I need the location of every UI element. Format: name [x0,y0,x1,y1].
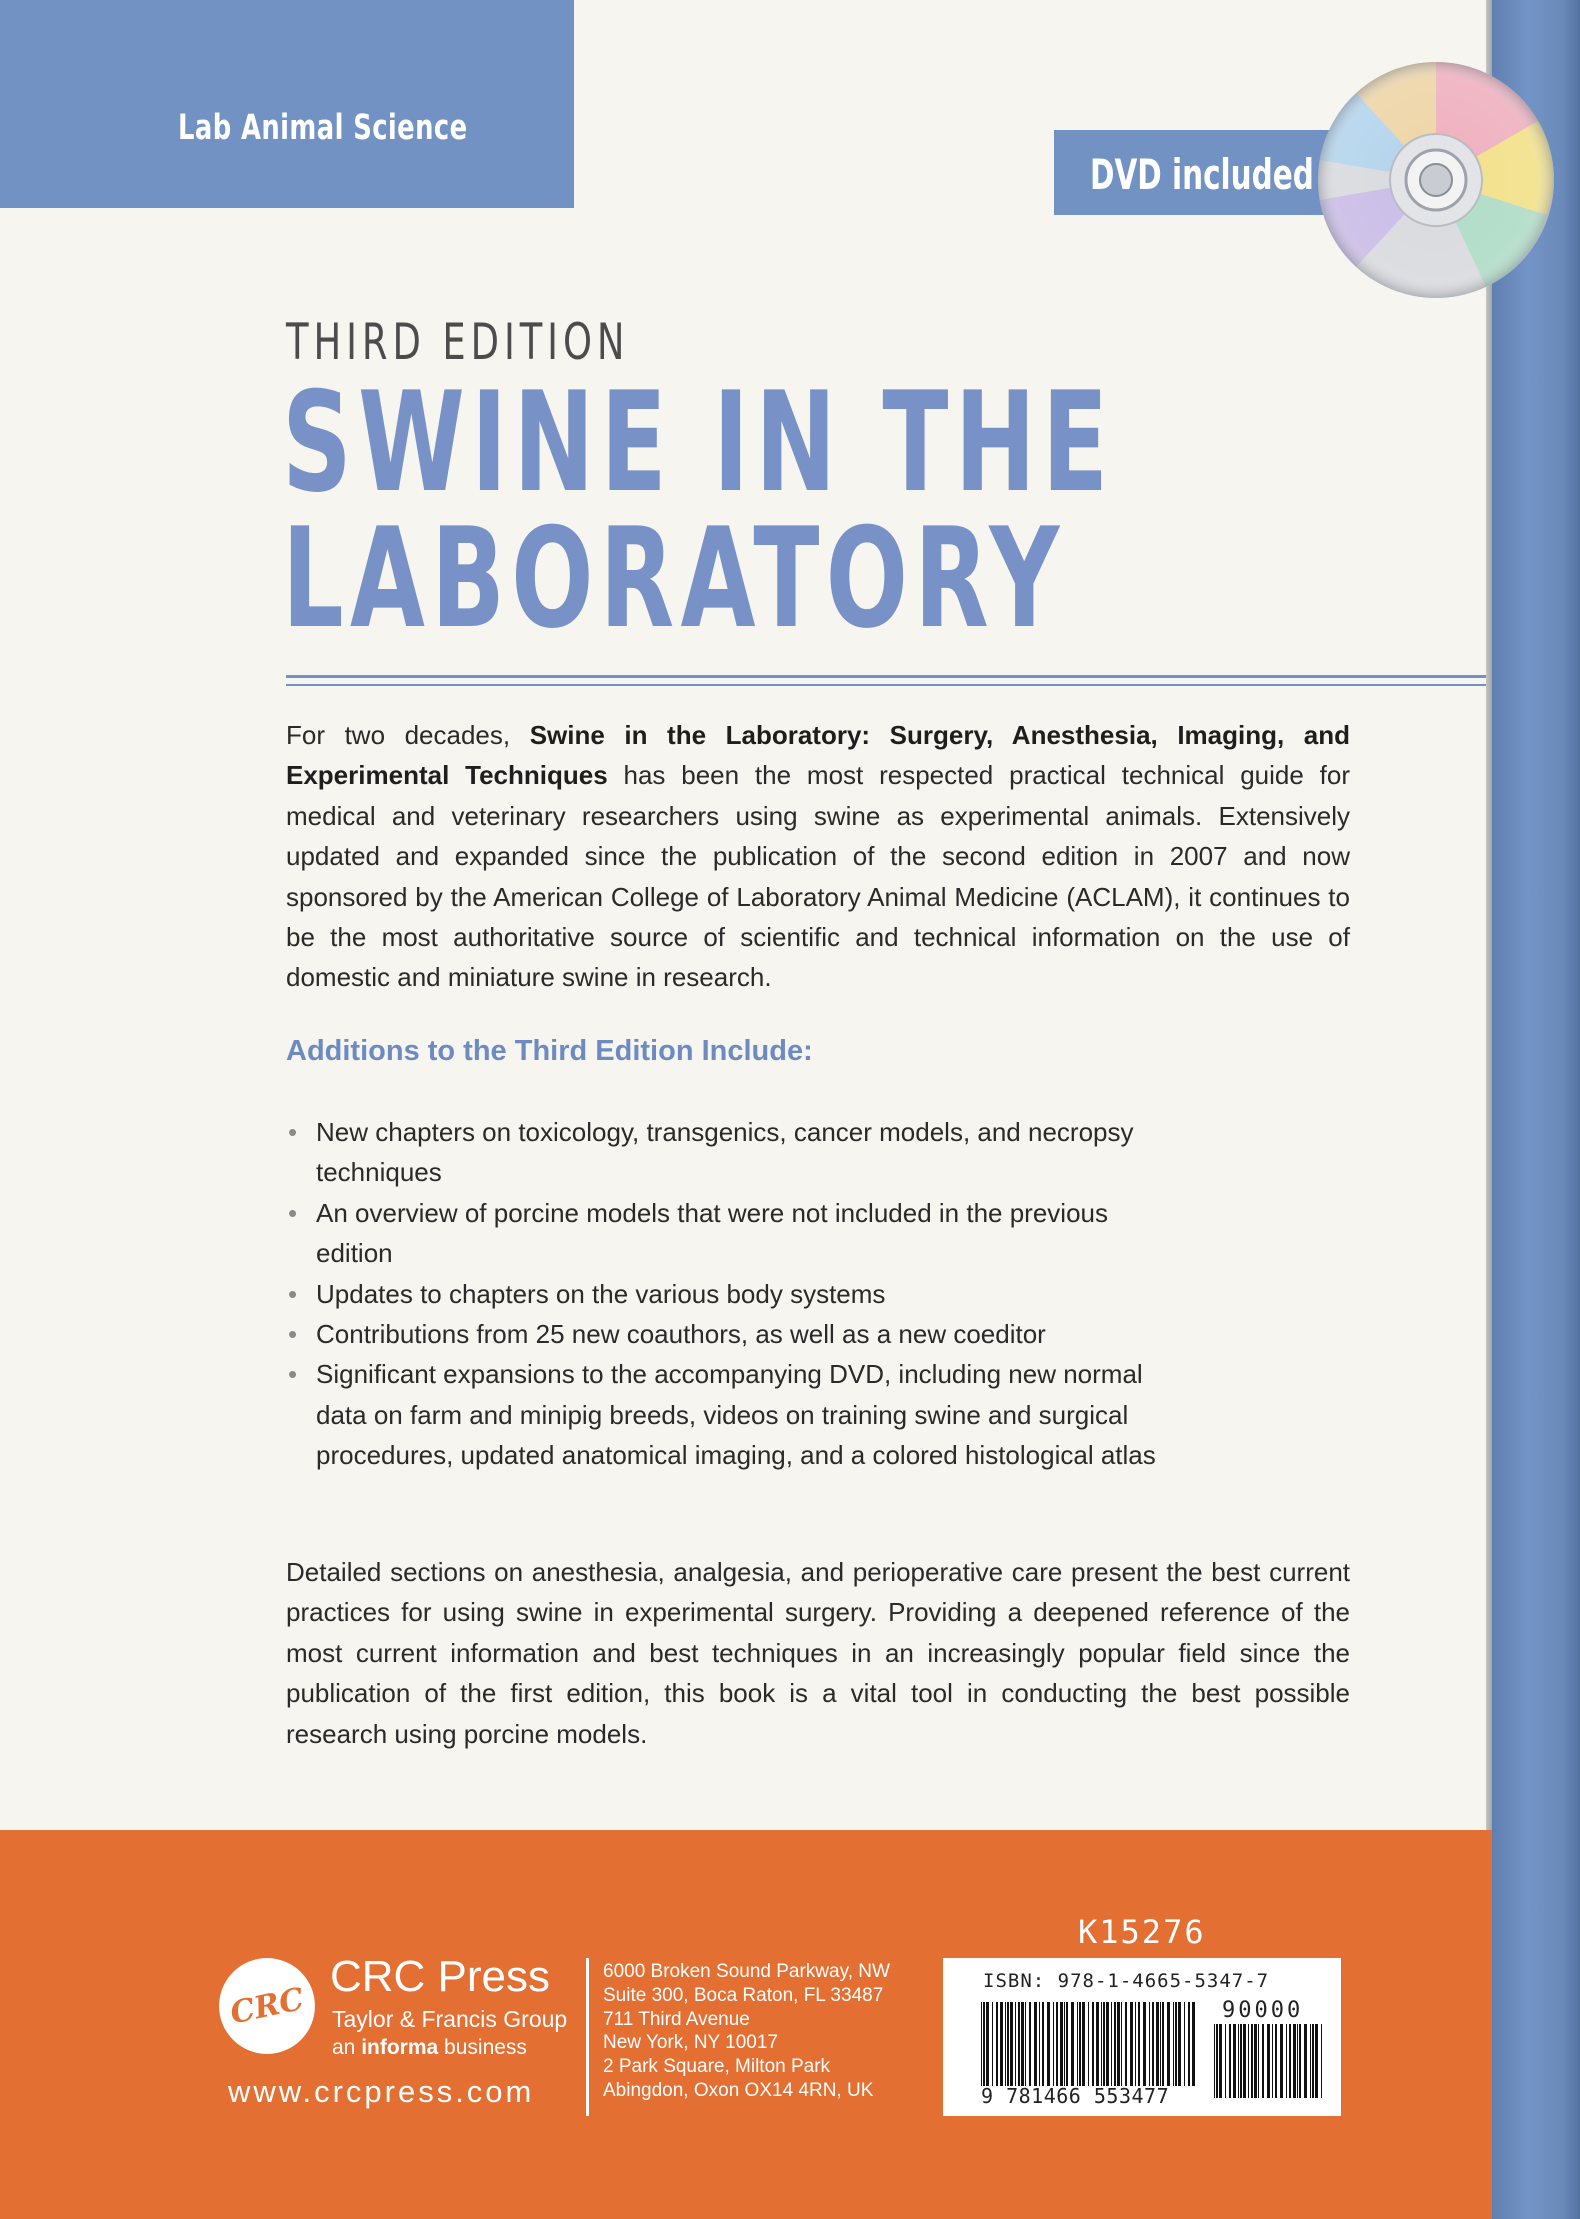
barcode-bar [1175,2002,1177,2086]
barcode-bar [1173,2002,1174,2086]
barcode-bar [981,2002,982,2086]
barcode-bar [1117,2002,1120,2086]
barcode-bar [1216,2024,1218,2098]
barcode-bar [1229,2024,1231,2098]
book-title-line-2: LABORATORY [282,498,1066,659]
barcode-bar [1272,2024,1273,2098]
barcode-bar [1042,2002,1044,2086]
series-band [0,0,574,208]
barcode-bar [1007,2002,1009,2086]
barcode-bar [1156,2002,1159,2086]
barcode-bar [1275,2024,1277,2098]
barcode-bar [1188,2002,1190,2086]
barcode-bar [1077,2002,1078,2086]
barcode-bar [1162,2002,1164,2086]
isbn-label: ISBN: 978-1-4665-5347-7 [983,1970,1270,1992]
barcode-digits: 9 781466 553477 [981,2084,1170,2108]
additions-list-item [286,1112,1186,1193]
address-divider [586,1958,589,2116]
barcode-bar [1125,2002,1127,2086]
book-spine [1492,0,1580,2219]
barcode-bar [1321,2024,1322,2098]
title-rule [286,675,1486,678]
address-line: 711 Third Avenue [603,2008,750,2030]
barcode-bar [1184,2002,1185,2086]
dvd-badge-label: DVD included [1090,150,1314,199]
closing-paragraph: Detailed sections on anesthesia, analgesia, and perioperative care present the best current practices for using swine in experimental surgery. Providing a deepened reference of the most current information and best techniques in an increasingly popular field since the publication of the first edition, this book is a vital tool in conducting the best possible research using porcine models. [286,1557,1350,1749]
barcode-bar [1262,2024,1264,2098]
address-line: Abingdon, Oxon OX14 4RN, UK [603,2079,874,2101]
intro-paragraph [286,715,1350,998]
additions-list-item [286,1274,1186,1314]
barcode-bar [1096,2002,1099,2086]
barcode-bar [1000,2002,1003,2086]
barcode-bar [1149,2002,1150,2086]
barcode-bar [1240,2024,1242,2098]
barcode-bar [1214,2024,1215,2098]
barcode-bar [1103,2002,1105,2086]
barcode-bar [1130,2002,1133,2086]
barcode-bar [1251,2024,1253,2098]
additions-heading: Additions to the Third Edition Include: [286,1035,813,1067]
barcode-bar [1005,2002,1006,2086]
address-line: Suite 300, Boca Raton, FL 33487 [603,1984,884,2006]
publisher-url: www.crcpress.com [228,2074,535,2109]
barcode-bar [1219,2024,1222,2098]
series-label: Lab Animal Science [178,108,468,148]
barcode-bar [1082,2002,1085,2086]
barcode-bar [1289,2024,1291,2098]
barcode-bar [1106,2002,1109,2086]
price-barcode-icon [1214,2024,1324,2098]
catalog-code: K15276 [1078,1913,1206,1951]
additions-list-item [286,1354,1186,1475]
barcode-bar [1248,2024,1249,2098]
barcode-bar [1079,2002,1081,2086]
bullet-dot-icon: • [288,1278,298,1309]
barcode-bar [1066,2002,1068,2086]
barcode-bar [1121,2002,1122,2086]
barcode-bar [1160,2002,1161,2086]
address-line: 6000 Broken Sound Parkway, NW [603,1961,890,1982]
additions-item-text: Updates to chapters on the various body systems [316,1278,886,1309]
barcode-bar [1021,2002,1024,2086]
barcode-bar [1293,2024,1296,2098]
barcode-bar [1064,2002,1065,2086]
barcode-bar [1254,2024,1257,2098]
barcode-bar [1243,2024,1246,2098]
intro-lead: For two decades, [286,720,530,750]
crc-logo-icon [216,1955,318,2057]
barcode-bar [1304,2024,1307,2098]
barcode-bar [1138,2002,1140,2086]
price-code: 90000 [1222,1998,1304,2023]
barcode-bar [1135,2002,1136,2086]
crc-logo-text: CRC [227,1980,308,2032]
informa-pre: an [332,2036,362,2059]
barcode-bar [1310,2024,1311,2098]
barcode-bar [1286,2024,1287,2098]
barcode-bar [1312,2024,1314,2098]
barcode-bar [1071,2002,1074,2086]
additions-item-text: An overview of porcine models that were not included in the previous edition [316,1197,1108,1269]
additions-list [286,1112,1186,1476]
title-rule-secondary [286,684,1486,686]
informa-post: business [438,2036,527,2059]
barcode-bar [1114,2002,1116,2086]
address-line: 2 Park Square, Milton Park [603,2056,831,2078]
barcode-bar [1267,2024,1270,2098]
barcode-bar [983,2002,985,2086]
barcode-bar [1178,2002,1181,2086]
bullet-dot-icon: • [288,1359,298,1390]
barcode-bar [1238,2024,1239,2098]
barcode-bar [1092,2002,1094,2086]
barcode-bar [1315,2024,1318,2098]
barcode-bar [1088,2002,1089,2086]
additions-list-item [286,1193,1186,1274]
barcode-bar [1010,2002,1013,2086]
bullet-dot-icon: • [288,1117,298,1147]
barcode-bar [1047,2002,1050,2086]
barcode-bar [1152,2002,1154,2086]
barcode-bar [1060,2002,1063,2086]
barcode-bar [1233,2024,1236,2098]
barcode-bar [1299,2024,1301,2098]
intro-full-title: Swine in the Laboratory: Surgery, Anesthesia, Imaging, and Experimental Techniques [286,720,1350,791]
edition-label: THIRD EDITION [286,313,630,371]
barcode-bar [1025,2002,1026,2086]
publisher-name: CRC Press [330,1952,551,2001]
barcode-bar [1053,2002,1054,2086]
barcode-bar [1258,2024,1259,2098]
additions-item-text: Contributions from 25 new coauthors, as well as a new coeditor [316,1319,1046,1350]
barcode-bar [1192,2002,1195,2086]
additions-list-item [286,1314,1186,1354]
publisher-group: Taylor & Francis Group [332,2006,568,2032]
bullet-dot-icon: • [288,1197,298,1228]
intro-body: has been the most respected practical technical guide for medical and veterinary researchers using swine as experimental animals. Extensively updated and expanded since the publication of the second edition in 2007 and now sponsored by the American College of Laboratory Animal Medicine (ACLAM), it continues to be the most authoritative source of scientific and technical information on the use of domestic and miniature swine in research. [286,760,1350,993]
barcode-bar [986,2002,989,2086]
isbn-barcode-icon [981,2002,1196,2086]
barcode-bar [996,2002,998,2086]
publisher-addresses [603,1960,890,2103]
barcode-bar [1143,2002,1146,2086]
address-line: New York, NY 10017 [603,2032,778,2054]
barcode-bar [1167,2002,1170,2086]
barcode-bar [1111,2002,1112,2086]
dvd-disc-icon [1316,60,1556,300]
barcode-bar [1056,2002,1058,2086]
publisher-informa-line [332,2036,527,2060]
barcode-bar [1280,2024,1283,2098]
bullet-dot-icon: • [288,1319,298,1350]
barcode-bar [1029,2002,1031,2086]
barcode-bar [1297,2024,1298,2098]
informa-name: informa [361,2036,439,2059]
barcode-bar [1039,2002,1040,2086]
book-title [282,362,1115,659]
barcode-bar [1015,2002,1016,2086]
barcode-bar [992,2002,993,2086]
additions-item-text: Significant expansions to the accompanying DVD, including new normal data on farm and minipig breeds, videos on training swine and surgical procedures, updated anatomical imaging, and a colored histological atlas [316,1359,1156,1471]
additions-item-text: New chapters on toxicology, transgenics, cancer models, and necropsy techniques [316,1117,1134,1188]
barcode-bar [1225,2024,1226,2098]
book-title-line-1: SWINE IN THE [282,362,1115,523]
barcode-bar [1034,2002,1037,2086]
barcode-bar [1018,2002,1020,2086]
barcode-bar [1101,2002,1102,2086]
